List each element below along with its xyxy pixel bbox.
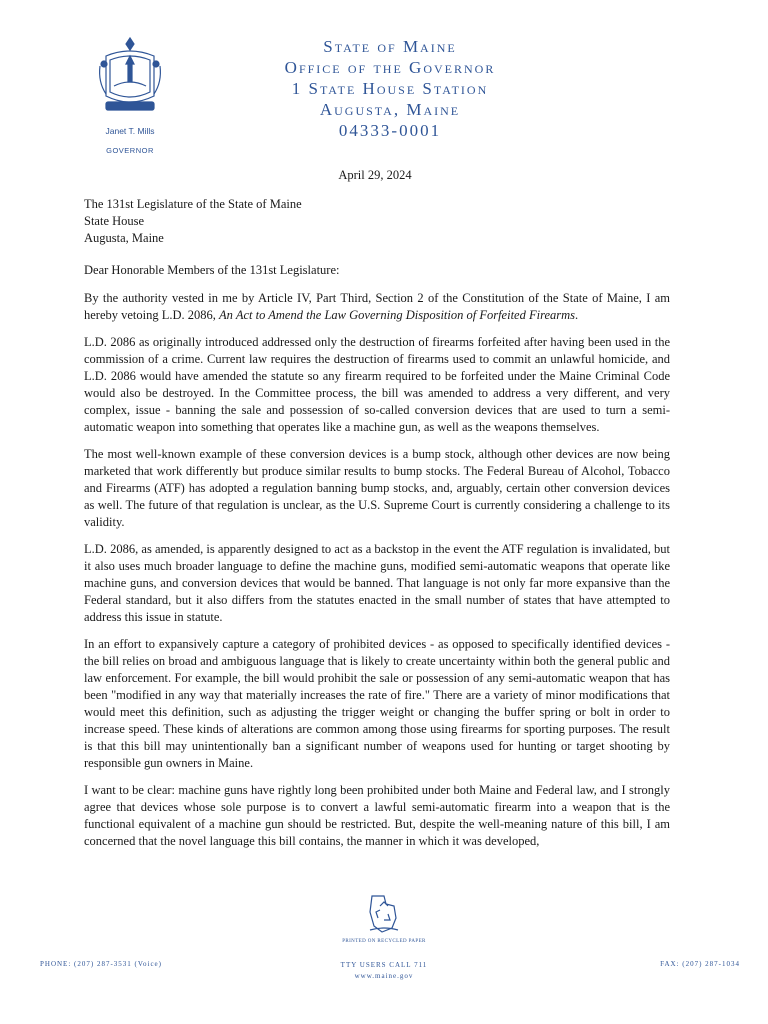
- phone-number: PHONE: (207) 287-3531 (Voice): [40, 960, 162, 968]
- governor-name: Janet T. Mills: [105, 126, 155, 136]
- paragraph-text: By the authority vested in me by Article IV, Part Third, Section 2 of the Constitution of the State of Maine, I am hereby vetoing L.D. 2086,: [84, 291, 670, 322]
- office-address: [240, 36, 540, 141]
- letter-date: April 29, 2024: [338, 168, 412, 182]
- recipient-address: [84, 196, 302, 247]
- letter-body: [84, 290, 670, 860]
- fax-number: FAX: (207) 287-1034: [660, 960, 740, 968]
- bill-title: An Act to Amend the Law Governing Disposition of Forfeited Firearms: [219, 308, 576, 322]
- paragraph: In an effort to expansively capture a category of prohibited devices - as opposed to specifically identified devices - the bill relies on broad and ambiguous language that is likely to create uncertainty within both the general public and law enforcement. For example, the bill would prohibit the sale or possession of any semi-automatic weapon that has been "modified in any way that materially increases the rate of fire." There are a variety of minor modifications that would meet this definition, such as adjusting the trigger weight or changing the buffer spring or bolt in order to increase speed. These kinds of alterations are common among those using firearms for sporting purposes. The result is that this bill may unintentionally ban a significant number of weapons used for hunting or target shooting by responsible gun owners in Maine.: [84, 637, 670, 770]
- office-line: 04333-0001: [338, 121, 442, 140]
- salutation: Dear Honorable Members of the 131st Legislature:: [84, 263, 340, 277]
- address-line: The 131st Legislature of the State of Maine: [84, 197, 302, 211]
- paragraph: [84, 290, 670, 324]
- paragraph: L.D. 2086, as amended, is apparently designed to act as a backstop in the event the ATF regulation is invalidated, but it also uses much broader language to define the machine guns, modified semi-automatic weapons that operate like machine guns, and conversion devices that would be banned. That language is not only far more expansive than the Federal standard, but it also differs from the statutes enacted in the small number of states that have attempted to address this issue in statute.: [84, 542, 670, 624]
- tty-info: [290, 960, 478, 982]
- website-link[interactable]: www.maine.gov: [354, 972, 414, 980]
- office-line: Office of the Governor: [284, 58, 496, 77]
- tty-line: TTY USERS CALL 711: [340, 961, 428, 969]
- governor-title: GOVERNOR: [106, 146, 154, 155]
- address-line: Augusta, Maine: [84, 231, 164, 245]
- recycle-maine-icon: [364, 892, 404, 936]
- recycled-paper-note: PRINTED ON RECYCLED PAPER: [342, 939, 426, 944]
- office-line: 1 State House Station: [291, 79, 489, 98]
- maine-state-seal-icon: [96, 36, 164, 118]
- office-line: State of Maine: [323, 37, 457, 56]
- office-line: Augusta, Maine: [319, 100, 461, 119]
- paragraph: The most well-known example of these conversion devices is a bump stock, although other devices are now being marketed that work differently but produce similar results to bump stocks. The Federal Bureau of Alcohol, Tobacco and Firearms (ATF) has adopted a regulation banning bump stocks, and, arguably, certain other conversion devices as well. The future of that regulation is unclear, as the U.S. Supreme Court is currently considering a challenge to its validity.: [84, 447, 670, 529]
- paragraph: L.D. 2086 as originally introduced addressed only the destruction of firearms forfeited after having been used in the commission of a crime. Current law requires the destruction of firearms used to commit an unlawful homicide, and L.D. 2086 would have amended the statute so any firearm required to be forfeited under the Maine Criminal Code would also be destroyed. In the Committee process, the bill was amended to address a very different, and very complex, issue - banning the sale and possession of so-called conversion devices that are used to turn a semi-automatic weapon into something that operates like a machine gun, as well as the weapons themselves.: [84, 335, 670, 434]
- paragraph-text: .: [575, 308, 579, 322]
- address-line: State House: [84, 214, 145, 228]
- paragraph: I want to be clear: machine guns have rightly long been prohibited under both Maine and Federal law, and I strongly agree that devices whose sole purpose is to convert a lawful semi-automatic firearm into a weapon that is the functional equivalent of a machine gun should be restricted. But, despite the well-meaning nature of this bill, I am concerned that the novel language this bill contains, the manner in which it was developed,: [84, 783, 670, 848]
